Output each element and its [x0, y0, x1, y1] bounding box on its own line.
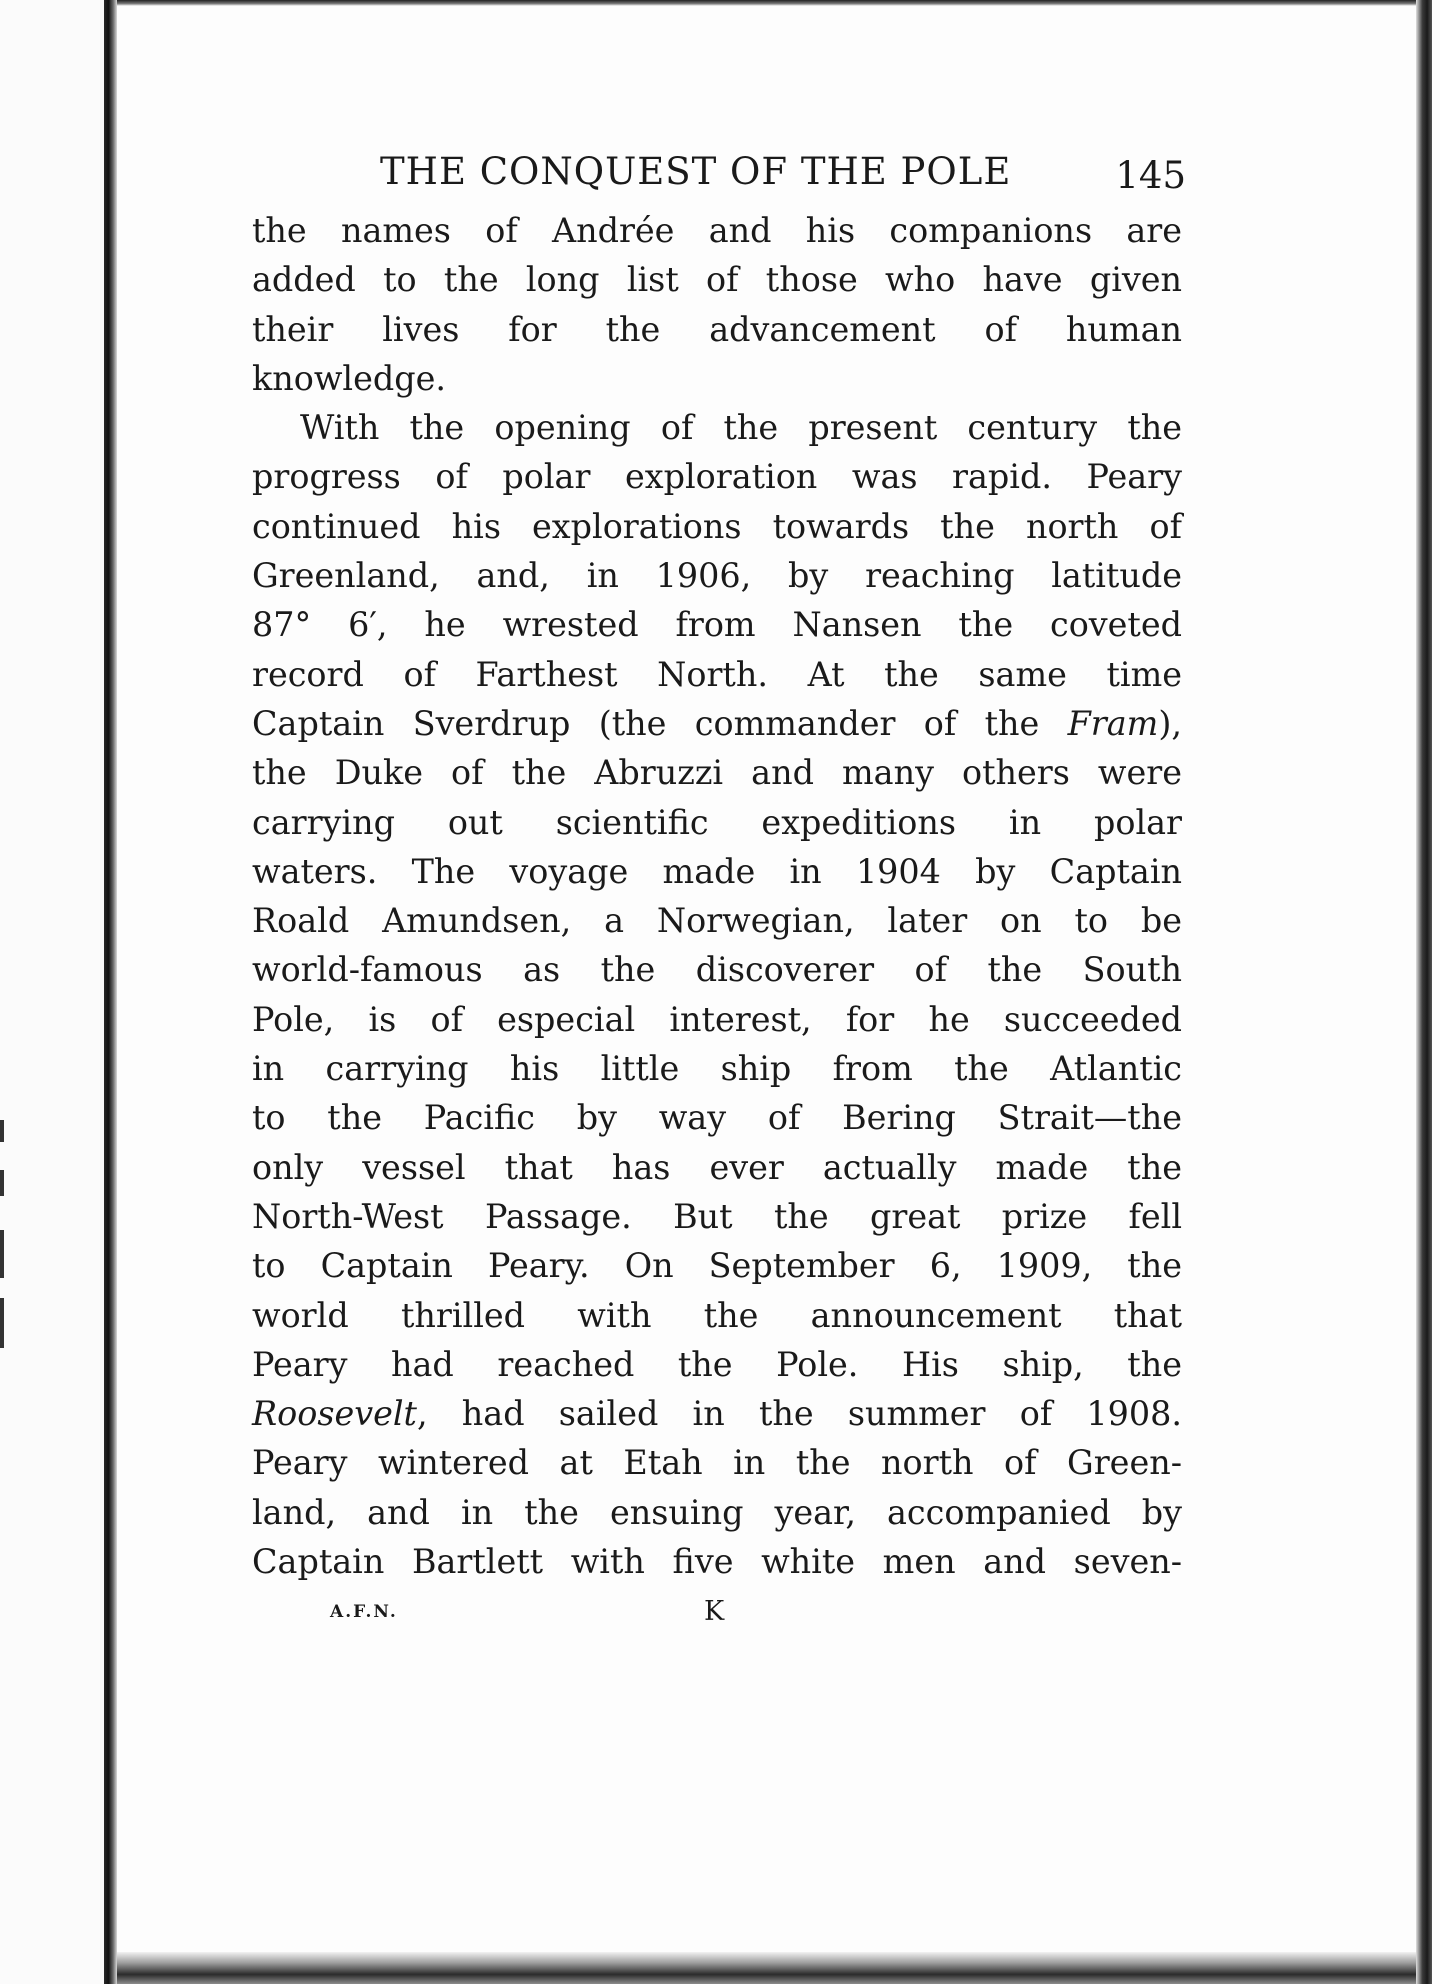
text-line — [252, 600, 1182, 649]
body-text — [252, 206, 1182, 1586]
paragraph — [252, 206, 1182, 403]
text-segment: world thrilled with the announcement that — [252, 1295, 1182, 1335]
text-segment: to Captain Peary. On September 6, 1909, the — [252, 1246, 1182, 1286]
text-segment: Captain Bartlett with five white men and seven- — [252, 1542, 1182, 1582]
text-line — [252, 1291, 1182, 1340]
text-line — [252, 847, 1182, 896]
text-line — [252, 354, 1182, 403]
text-segment: With the opening of the present century the — [300, 408, 1182, 448]
text-line — [252, 748, 1182, 797]
text-line — [252, 502, 1182, 551]
text-line — [252, 798, 1182, 847]
text-segment: the Duke of the Abruzzi and many others were — [252, 753, 1182, 793]
text-segment: carrying out scientific expeditions in polar — [252, 802, 1182, 842]
paragraph — [252, 403, 1182, 1586]
text-segment: the names of Andrée and his companions are — [252, 211, 1182, 250]
text-line — [252, 1044, 1182, 1093]
text-line — [252, 995, 1182, 1044]
text-segment: world-famous as the discoverer of the South — [252, 950, 1182, 990]
text-segment: North-West Passage. But the great prize fell — [252, 1196, 1182, 1236]
text-segment: progress of polar exploration was rapid. Peary — [252, 457, 1182, 497]
signature-mark: A.F.N. — [330, 1602, 398, 1623]
text-segment: record of Farthest North. At the same time — [252, 654, 1182, 694]
italic-ship-name: Fram — [1067, 703, 1159, 743]
text-segment: Captain Sverdrup (the commander of the — [252, 703, 1068, 743]
page-number: 145 — [1115, 154, 1186, 197]
text-segment: to the Pacific by way of Bering Strait—the — [252, 1098, 1182, 1138]
facing-page-mark — [0, 1230, 4, 1278]
text-line — [252, 206, 1182, 255]
text-segment: Pole, is of especial interest, for he succeeded — [252, 999, 1182, 1039]
text-line — [252, 699, 1182, 748]
text-segment: ), — [1158, 703, 1182, 743]
text-segment: added to the long list of those who have given — [252, 260, 1182, 300]
text-line — [252, 403, 1182, 452]
text-line — [252, 1389, 1182, 1438]
gathering-letter: K — [704, 1596, 725, 1628]
text-segment: Greenland, and, in 1906, by reaching latitude — [252, 556, 1182, 596]
text-segment: their lives for the advancement of human — [252, 309, 1182, 349]
text-line — [252, 1488, 1182, 1537]
text-line — [252, 650, 1182, 699]
facing-page-mark — [0, 1298, 4, 1348]
book-gutter — [104, 0, 117, 1984]
text-line — [252, 945, 1182, 994]
page-footer — [252, 1596, 1182, 1642]
text-segment: , had sailed in the summer of 1908. — [416, 1394, 1182, 1434]
running-head — [252, 144, 1186, 200]
facing-page-edge — [0, 0, 106, 1984]
page-right-edge — [1416, 0, 1432, 1984]
text-segment: Peary had reached the Pole. His ship, the — [252, 1344, 1182, 1384]
text-segment: 87° 6′, he wrested from Nansen the coveted — [252, 605, 1182, 645]
text-line — [252, 896, 1182, 945]
facing-page-mark — [0, 1120, 4, 1142]
text-segment: waters. The voyage made in 1904 by Captain — [252, 851, 1182, 891]
text-segment: land, and in the ensuing year, accompanied by — [252, 1492, 1182, 1532]
text-segment: Peary wintered at Etah in the north of Green- — [252, 1443, 1182, 1483]
text-segment: Roald Amundsen, a Norwegian, later on to be — [252, 901, 1182, 941]
text-line — [252, 255, 1182, 304]
text-line — [252, 1192, 1182, 1241]
page-bottom-edge — [117, 1952, 1416, 1984]
text-segment: knowledge. — [252, 358, 446, 398]
text-segment: continued his explorations towards the north of — [252, 506, 1182, 546]
text-line — [252, 551, 1182, 600]
page-top-edge — [117, 0, 1432, 6]
running-head-title: THE CONQUEST OF THE POLE — [380, 150, 1012, 193]
text-line — [252, 1537, 1182, 1586]
italic-ship-name: Roosevelt — [252, 1394, 417, 1434]
text-segment: in carrying his little ship from the Atlantic — [252, 1049, 1182, 1089]
text-line — [252, 1093, 1182, 1142]
text-line — [252, 1438, 1182, 1487]
text-line — [252, 305, 1182, 354]
facing-page-mark — [0, 1170, 4, 1196]
text-line — [252, 1340, 1182, 1389]
text-block — [252, 144, 1186, 1642]
text-segment: only vessel that has ever actually made the — [252, 1147, 1182, 1187]
text-line — [252, 452, 1182, 501]
text-line — [252, 1241, 1182, 1290]
text-line — [252, 1143, 1182, 1192]
